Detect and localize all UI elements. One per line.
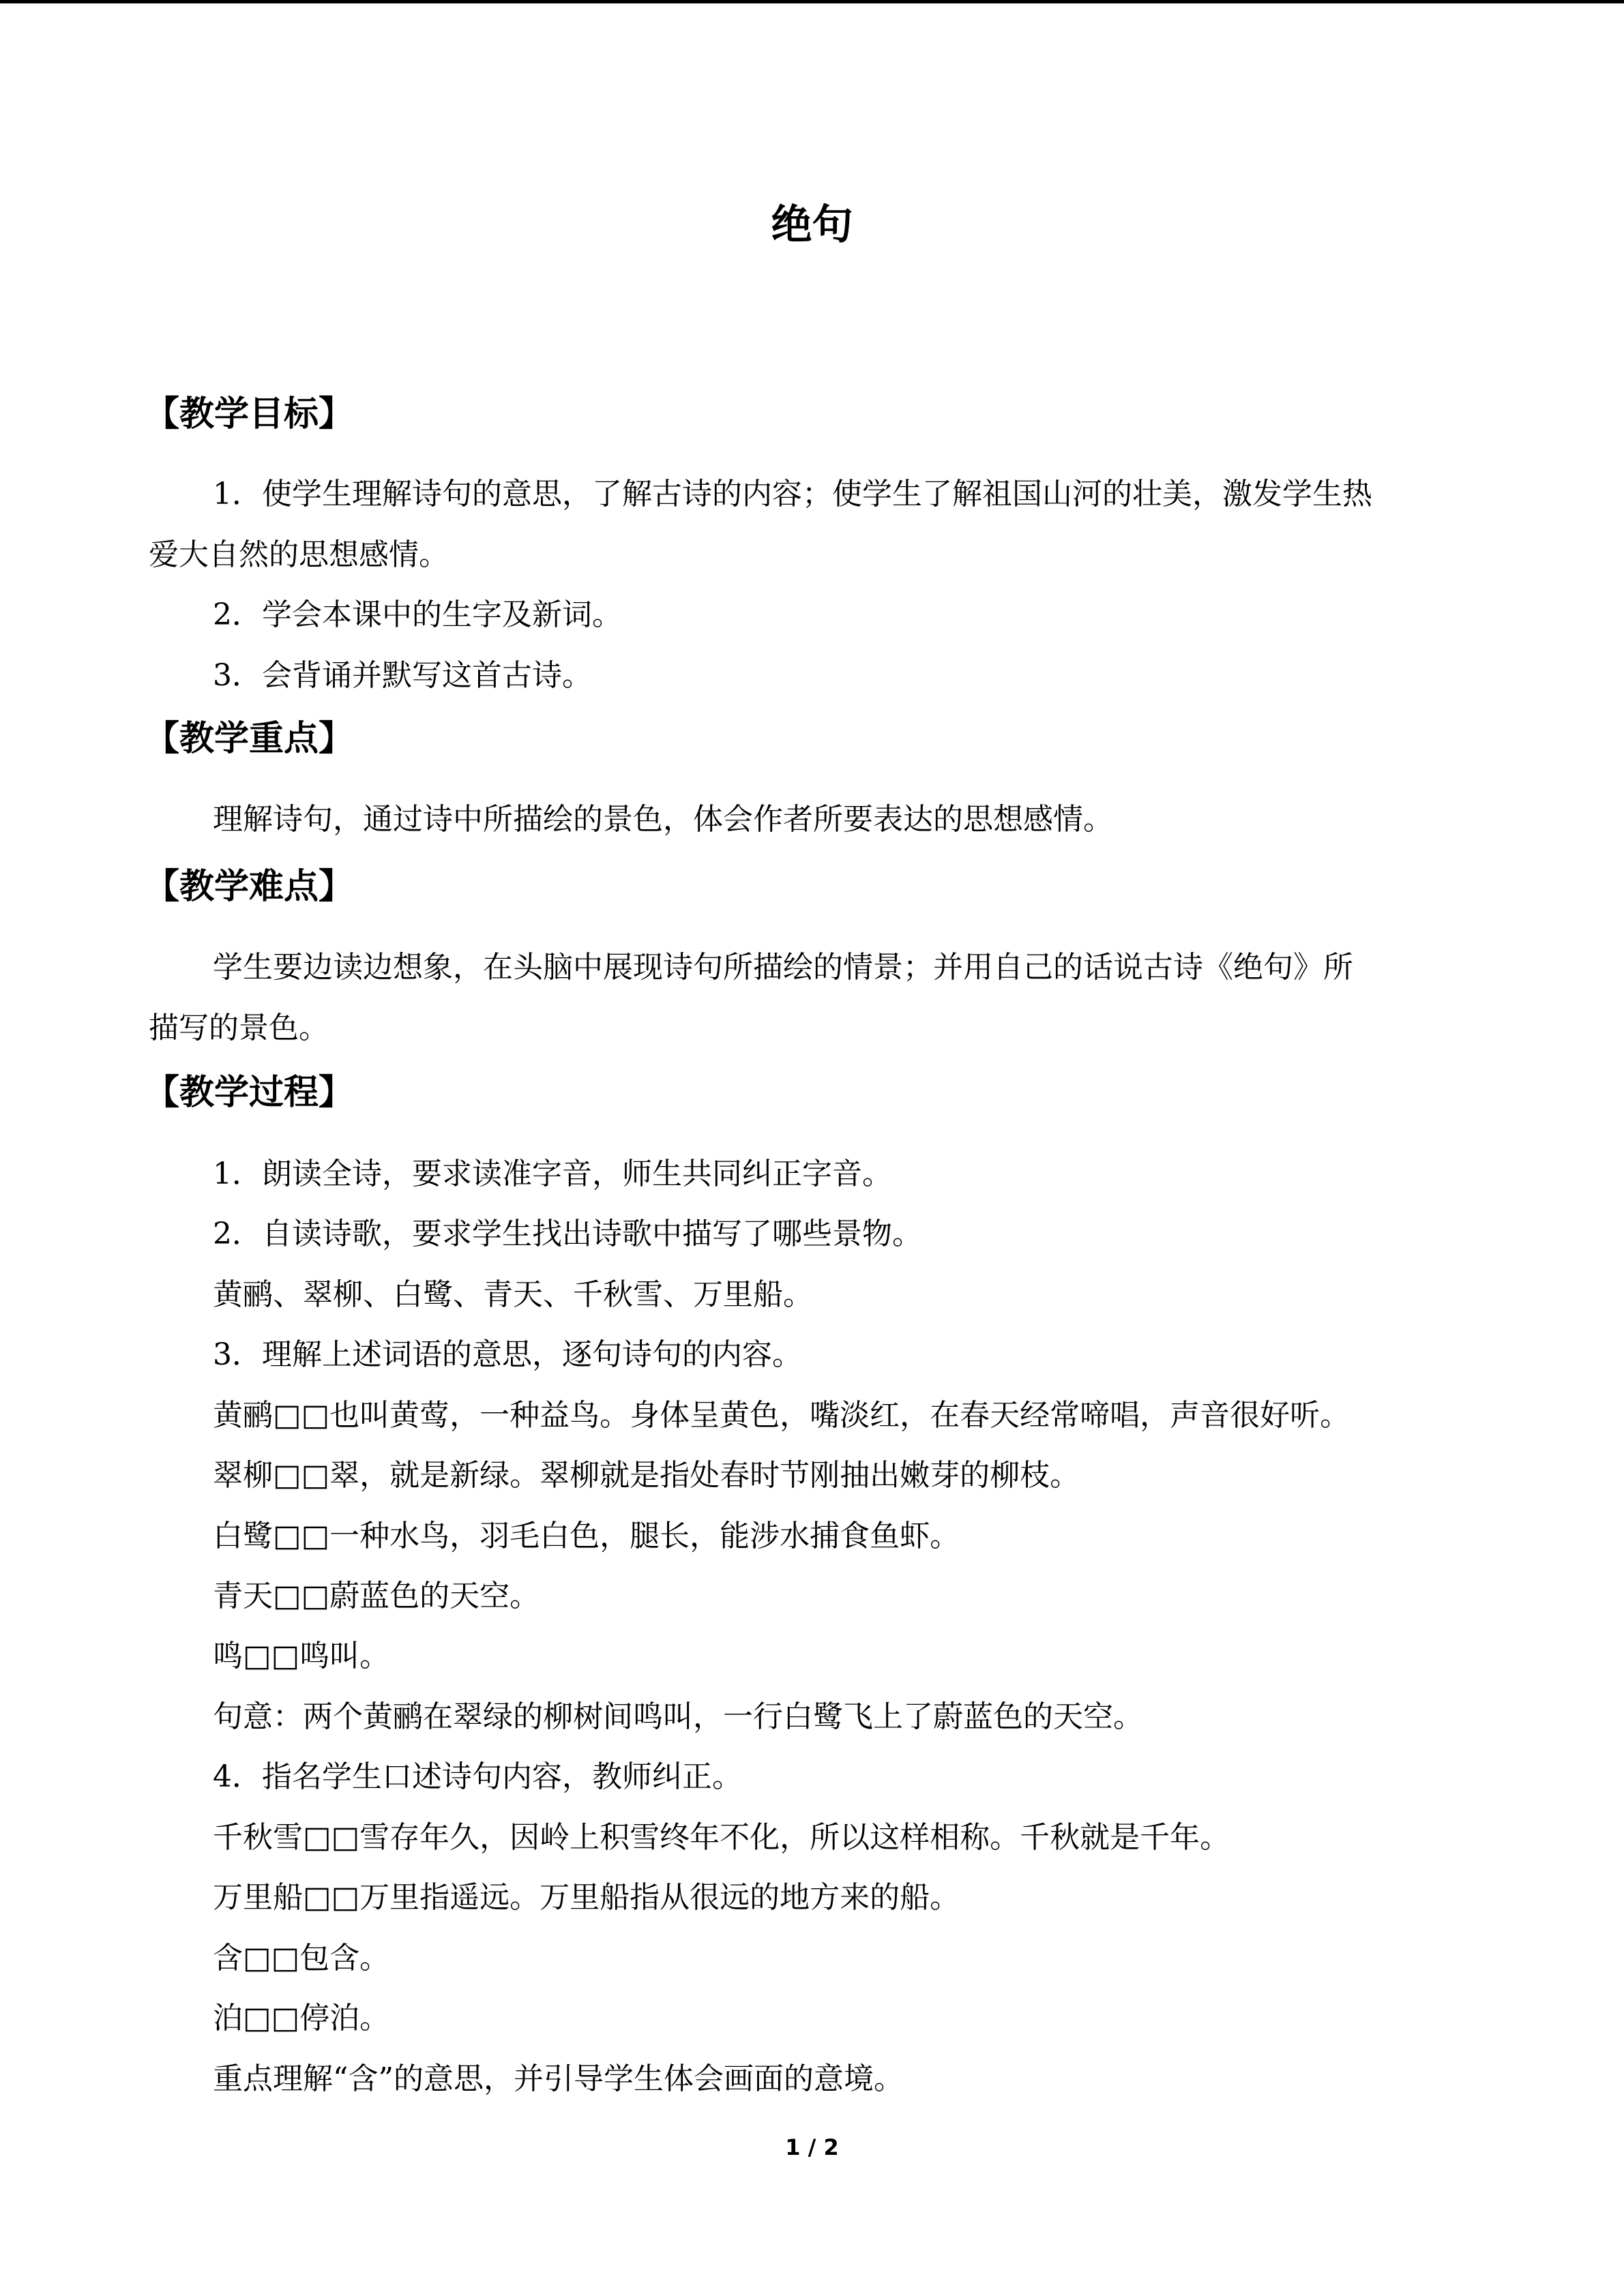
- key-points-line-1: 理解诗句，通过诗中所描绘的景色，体会作者所要表达的思想感情。: [213, 802, 1113, 837]
- heading-difficulties: 【教学难点】: [145, 867, 354, 907]
- process-line-13: 万里船□□万里指遥远。万里船指从很远的地方来的船。: [213, 1880, 960, 1915]
- process-line-5: 黄鹂□□也叫黄莺，一种益鸟。身体呈黄色，嘴淡红，在春天经常啼唱，声音很好听。: [213, 1398, 1350, 1433]
- process-line-3: 黄鹂、翠柳、白鹭、青天、千秋雪、万里船。: [213, 1277, 813, 1312]
- process-line-8: 青天□□蔚蓝色的天空。: [213, 1579, 540, 1613]
- process-line-12: 千秋雪□□雪存年久，因岭上积雪终年不化，所以这样相称。千秋就是千年。: [213, 1820, 1230, 1855]
- document-title: 绝句: [771, 201, 853, 249]
- process-line-9: 鸣□□鸣叫。: [213, 1639, 390, 1673]
- difficulties-line-1: 学生要边读边想象，在头脑中展现诗句所描绘的情景；并用自己的话说古诗《绝句》所: [213, 950, 1353, 985]
- heading-objectives: 【教学目标】: [145, 394, 354, 434]
- process-line-4: 3．理解上述词语的意思，逐句诗句的内容。: [213, 1337, 802, 1372]
- process-line-14: 含□□包含。: [213, 1941, 390, 1976]
- objectives-line-1: 1．使学生理解诗句的意思，了解古诗的内容；使学生了解祖国山河的壮美，激发学生热: [213, 477, 1372, 511]
- page-number: 1 / 2: [785, 2134, 839, 2160]
- process-line-2: 2．自读诗歌，要求学生找出诗歌中描写了哪些景物。: [213, 1217, 922, 1251]
- process-line-1: 1．朗读全诗，要求读准字音，师生共同纠正字音。: [213, 1157, 892, 1191]
- difficulties-line-2: 描写的景色。: [149, 1011, 329, 1045]
- process-line-7: 白鹭□□一种水鸟，羽毛白色，腿长，能涉水捕食鱼虾。: [213, 1519, 960, 1553]
- process-line-15: 泊□□停泊。: [213, 2001, 390, 2036]
- process-line-16: 重点理解“含”的意思，并引导学生体会画面的意境。: [213, 2061, 904, 2096]
- heading-key-points: 【教学重点】: [145, 719, 354, 759]
- process-line-10: 句意：两个黄鹂在翠绿的柳树间鸣叫，一行白鹭飞上了蔚蓝色的天空。: [213, 1699, 1143, 1734]
- heading-process: 【教学过程】: [145, 1073, 354, 1113]
- objectives-line-2: 爱大自然的思想感情。: [149, 537, 449, 572]
- process-line-11: 4．指名学生口述诗句内容，教师纠正。: [213, 1759, 742, 1794]
- objectives-line-4: 3．会背诵并默写这首古诗。: [213, 658, 592, 693]
- objectives-line-3: 2．学会本课中的生字及新词。: [213, 597, 622, 632]
- process-line-6: 翠柳□□翠，就是新绿。翠柳就是指处春时节刚抽出嫩芽的柳枝。: [213, 1458, 1080, 1493]
